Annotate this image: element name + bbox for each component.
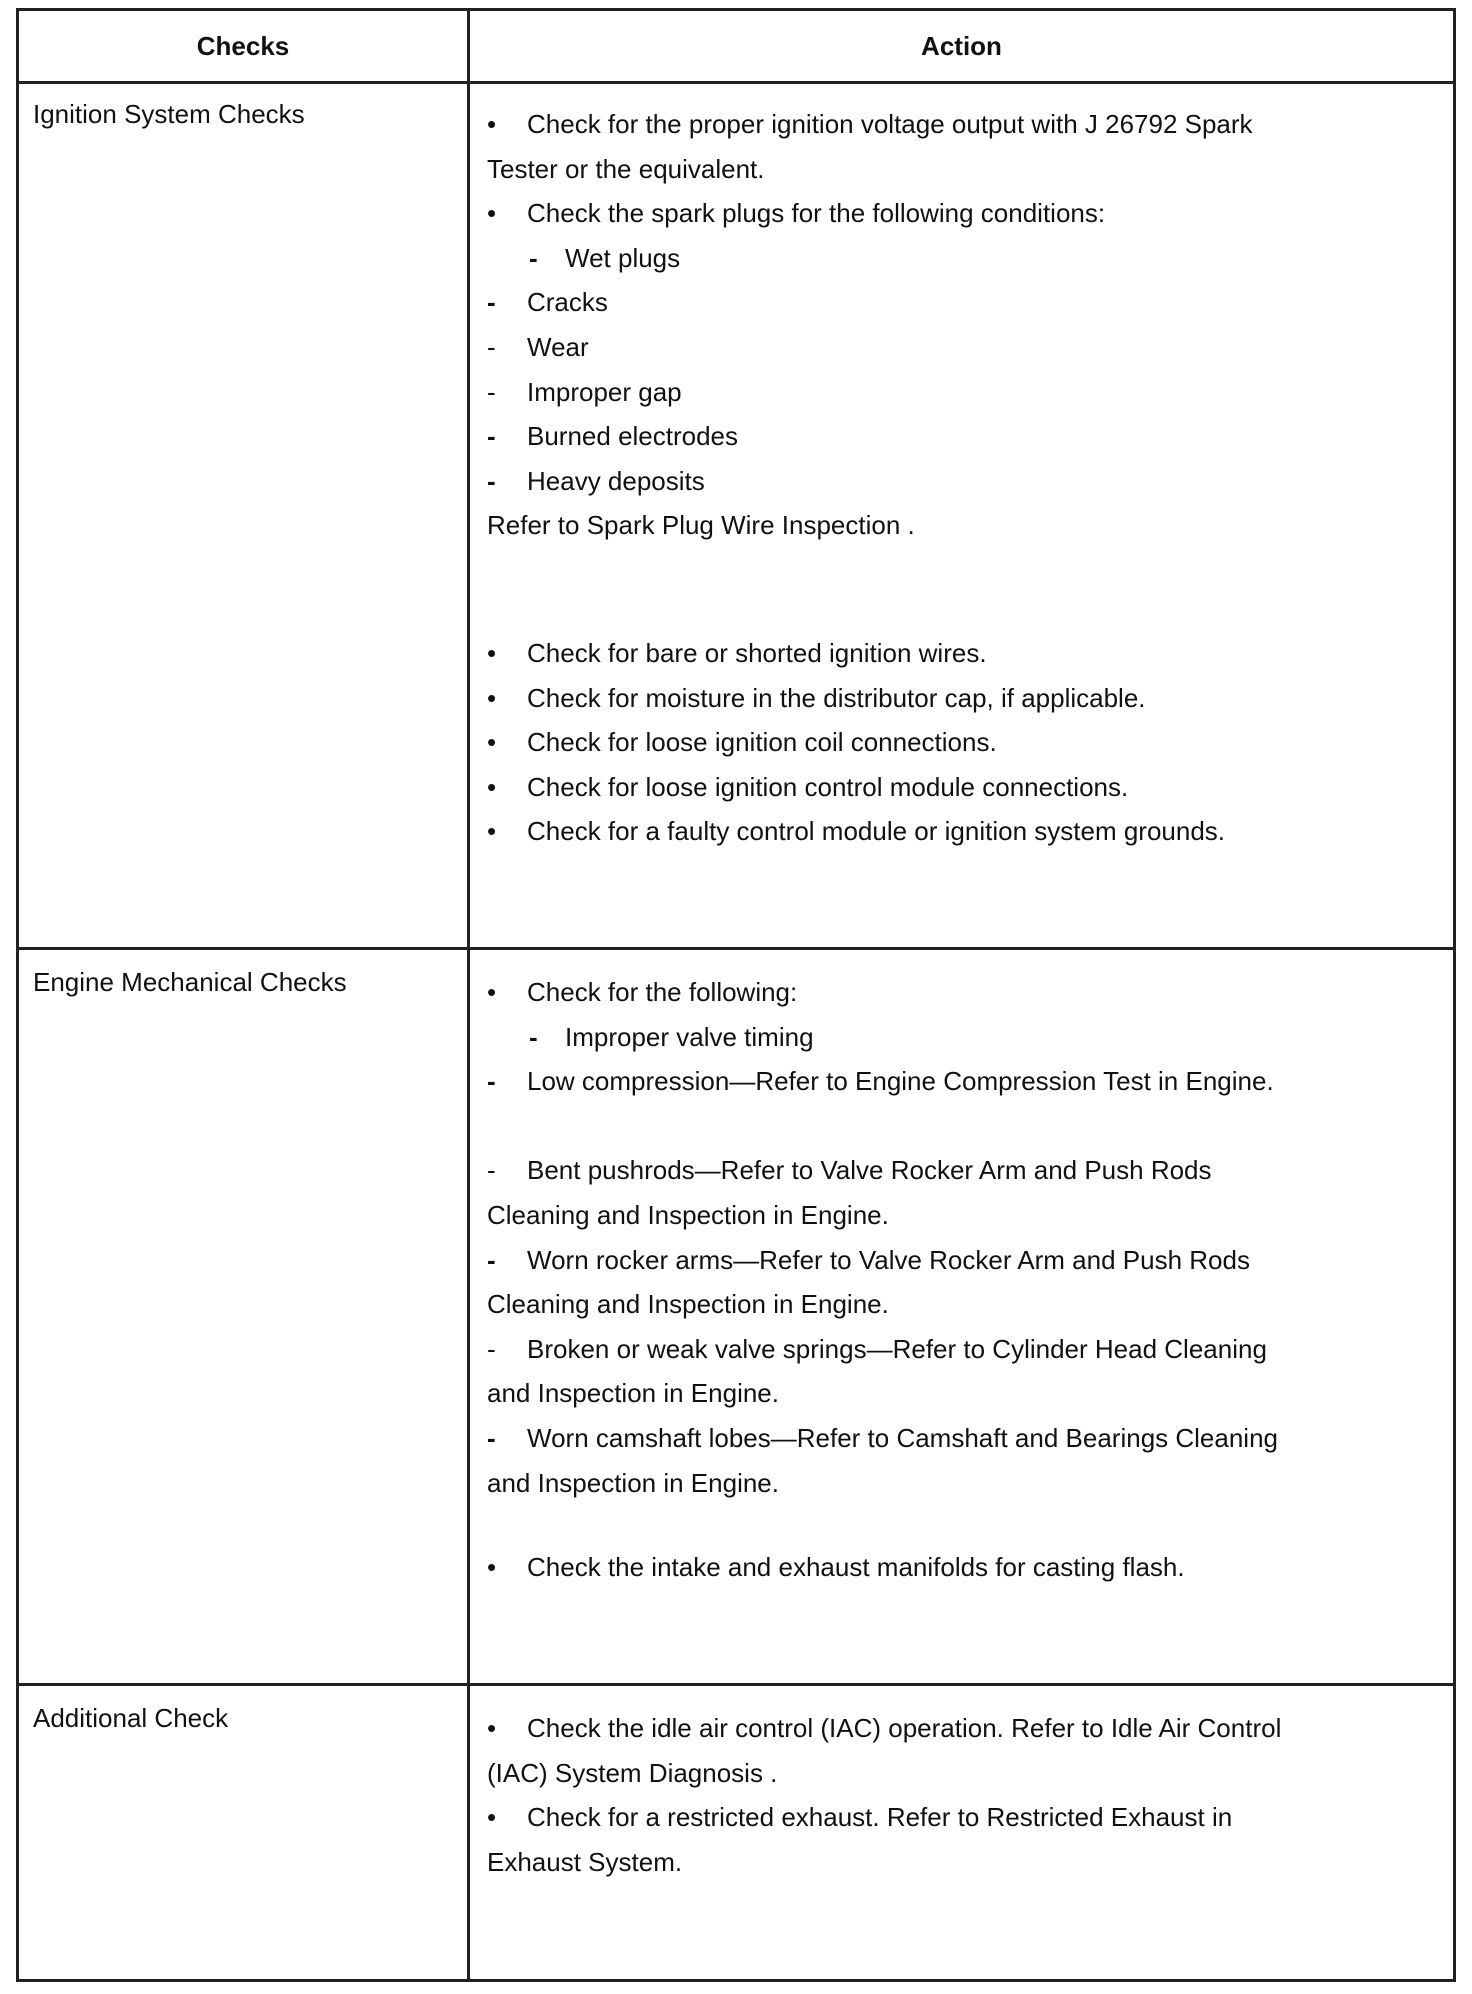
list-item: • Check for bare or shorted ignition wires. [487, 637, 987, 668]
list-item: • Check for the proper ignition voltage output with J 26792 Spark [487, 109, 1253, 139]
list-item: - Burned electrodes [487, 421, 739, 452]
list-item: • Check for loose ignition control module connections. [487, 771, 1129, 802]
header-divider [19, 81, 1453, 84]
list-item: - Cracks [487, 287, 608, 318]
list-item: • Check for the following: [487, 977, 798, 1007]
list-item: Cleaning and Inspection in Engine. [487, 1199, 889, 1230]
list-item: - Low compression—Refer to Engine Compression Test in Engine. [487, 1066, 1274, 1097]
action-engine-mechanical [487, 970, 1427, 1590]
list-item: • Check the intake and exhaust manifolds for casting flash. [487, 1552, 1185, 1583]
list-item: • Check the idle air control (IAC) operation. Refer to Idle Air Control [487, 1713, 1282, 1743]
list-item: Tester or the equivalent. [487, 153, 765, 184]
list-item: - Wear [487, 331, 589, 362]
list-item: - Improper valve timing [529, 1021, 814, 1052]
list-item: - Wet plugs [529, 242, 681, 273]
header-action: Action [921, 30, 1002, 61]
list-item: - Broken or weak valve springs—Refer to Cylinder Head Cleaning [487, 1333, 1267, 1364]
list-item: • Check for a faulty control module or ignition system grounds. [487, 816, 1226, 847]
list-item: - Worn camshaft lobes—Refer to Camshaft and Bearings Cleaning [487, 1422, 1279, 1453]
list-item: (IAC) System Diagnosis . [487, 1757, 778, 1788]
list-item: - Improper gap [487, 376, 682, 407]
list-item: • Check for loose ignition coil connections. [487, 727, 997, 758]
list-item: Exhaust System. [487, 1846, 683, 1877]
row-divider [19, 1683, 1453, 1686]
list-item: • Check for a restricted exhaust. Refer to Restricted Exhaust in [487, 1802, 1233, 1833]
checks-table [16, 8, 1456, 1982]
action-ignition-system [487, 102, 1427, 854]
row-divider [19, 947, 1453, 950]
list-item: • Check for moisture in the distributor cap, if applicable. [487, 682, 1146, 713]
list-item: - Bent pushrods—Refer to Valve Rocker Arm and Push Rods [487, 1155, 1212, 1186]
list-item: and Inspection in Engine. [487, 1467, 779, 1498]
check-ignition-system: Ignition System Checks [33, 99, 305, 129]
action-additional [487, 1706, 1427, 1884]
list-item: - Worn rocker arms—Refer to Valve Rocker Arm and Push Rods [487, 1244, 1250, 1275]
header-checks: Checks [196, 30, 290, 61]
list-item: • Check the spark plugs for the following conditions: [487, 198, 1106, 229]
check-additional: Additional Check [33, 1703, 229, 1733]
list-item: - Heavy deposits [487, 465, 705, 496]
list-item: Refer to Spark Plug Wire Inspection . [487, 510, 915, 541]
check-engine-mechanical: Engine Mechanical Checks [33, 967, 347, 997]
list-item: Cleaning and Inspection in Engine. [487, 1289, 889, 1320]
list-item: and Inspection in Engine. [487, 1378, 779, 1409]
